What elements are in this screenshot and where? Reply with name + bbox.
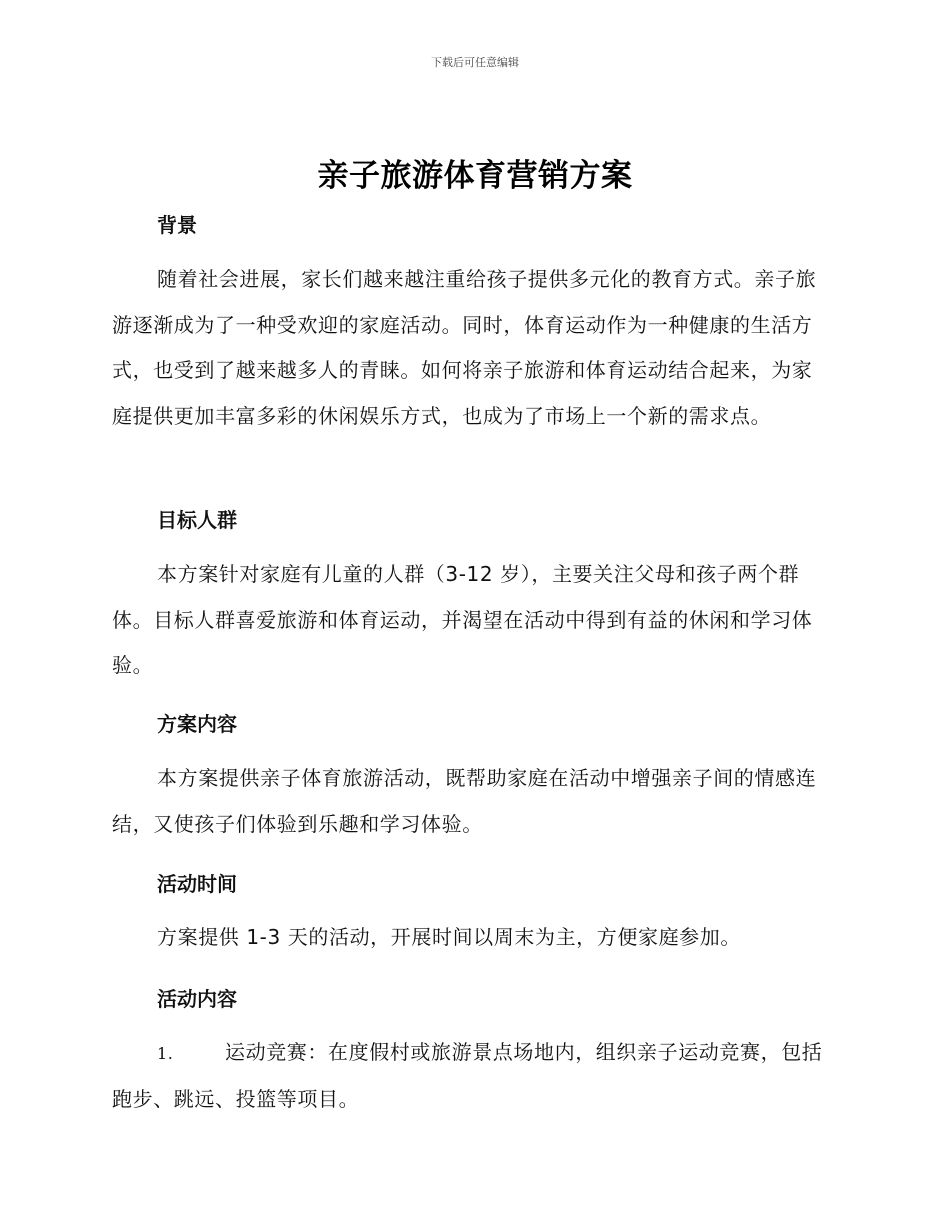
section-paragraph-plan: 本方案提供亲子体育旅游活动，既帮助家庭在活动中增强亲子间的情感连结，又使孩子们体验到乐趣和学习体验。	[112, 766, 817, 836]
list-item-marker: 1.	[157, 1044, 174, 1063]
section-heading-activities: 活动内容	[157, 987, 237, 1011]
section-heading-time: 活动时间	[157, 872, 237, 896]
section-paragraph-time: 方案提供 1-3 天的活动，开展时间以周末为主，方便家庭参加。	[157, 925, 741, 949]
list-item-text: 运动竞赛：在度假村或旅游景点场地内，组织亲子运动竞赛，包括跑步、跳远、投篮等项目。	[112, 1040, 823, 1111]
list-item	[112, 1030, 832, 1122]
section-heading-background: 背景	[157, 213, 197, 237]
section-heading-target: 目标人群	[157, 508, 237, 532]
section-paragraph-background: 随着社会进展，家长们越来越注重给孩子提供多元化的教育方式。亲子旅游逐渐成为了一种受欢迎的家庭活动。同时，体育运动作为一种健康的生活方式，也受到了越来越多人的青睐。如何将亲子旅游和体育运动结合起来，为家庭提供更加丰富多彩的休闲娱乐方式，也成为了市场上一个新的需求点。	[112, 267, 817, 428]
section-paragraph-target: 本方案针对家庭有儿童的人群（3-12 岁），主要关注父母和孩子两个群体。目标人群喜爱旅游和体育运动，并渴望在活动中得到有益的休闲和学习体验。	[112, 562, 813, 677]
section-heading-plan: 方案内容	[157, 712, 237, 736]
document-title: 亲子旅游体育营销方案	[317, 158, 633, 194]
page-header-note: 下载后可任意编辑	[431, 56, 519, 69]
